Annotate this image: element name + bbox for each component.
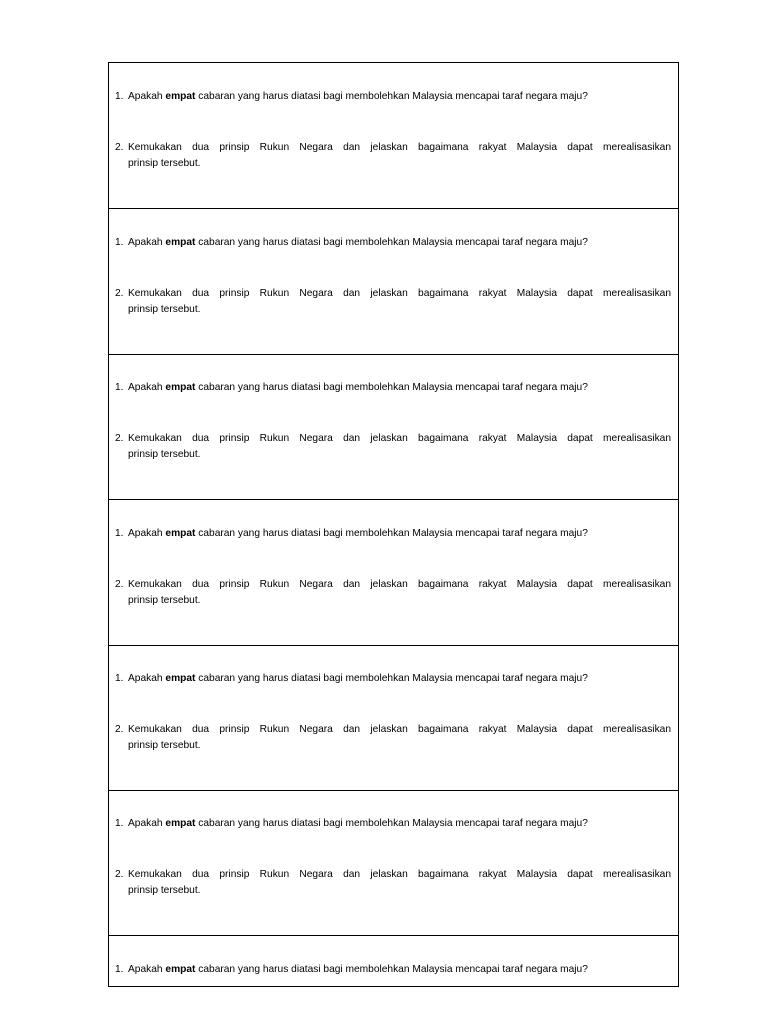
question-card (109, 63, 678, 209)
question-text: Apakah empat cabaran yang harus diatasi bagi membolehkan Malaysia mencapai taraf negara maju? (128, 818, 588, 829)
question-text: Apakah empat cabaran yang harus diatasi bagi membolehkan Malaysia mencapai taraf negara maju? (128, 382, 588, 393)
question-number: 1. (115, 528, 124, 539)
question-card (109, 500, 678, 646)
question-1 (115, 671, 671, 687)
emphasis-word: empat (165, 382, 196, 393)
question-number: 2. (115, 142, 124, 153)
question-1 (115, 962, 671, 978)
emphasis-word: empat (165, 528, 196, 539)
question-text: Kemukakan dua prinsip Rukun Negara dan jelaskan bagaimana rakyat Malaysia dapat merealisasikan prinsip tersebut. (128, 724, 671, 751)
question-1 (115, 526, 671, 542)
question-card (109, 354, 678, 500)
question-text: Kemukakan dua prinsip Rukun Negara dan jelaskan bagaimana rakyat Malaysia dapat merealisasikan prinsip tersebut. (128, 579, 671, 606)
question-text: Apakah empat cabaran yang harus diatasi bagi membolehkan Malaysia mencapai taraf negara maju? (128, 673, 588, 684)
question-text: Kemukakan dua prinsip Rukun Negara dan jelaskan bagaimana rakyat Malaysia dapat merealisasikan prinsip tersebut. (128, 869, 671, 896)
worksheet-table (108, 62, 679, 987)
question-number: 1. (115, 91, 124, 102)
emphasis-word: empat (165, 237, 196, 248)
question-text: Apakah empat cabaran yang harus diatasi bagi membolehkan Malaysia mencapai taraf negara maju? (128, 237, 588, 248)
question-number: 2. (115, 724, 124, 735)
question-text: Apakah empat cabaran yang harus diatasi bagi membolehkan Malaysia mencapai taraf negara maju? (128, 964, 588, 975)
question-number: 1. (115, 382, 124, 393)
question-card (109, 645, 678, 791)
question-2 (115, 722, 671, 754)
question-1 (115, 89, 671, 105)
question-number: 2. (115, 433, 124, 444)
question-number: 1. (115, 673, 124, 684)
question-number: 1. (115, 237, 124, 248)
question-text: Kemukakan dua prinsip Rukun Negara dan jelaskan bagaimana rakyat Malaysia dapat merealisasikan prinsip tersebut. (128, 433, 671, 460)
question-2 (115, 577, 671, 609)
question-number: 2. (115, 288, 124, 299)
question-number: 1. (115, 964, 124, 975)
question-2 (115, 867, 671, 899)
question-text: Kemukakan dua prinsip Rukun Negara dan jelaskan bagaimana rakyat Malaysia dapat merealisasikan prinsip tersebut. (128, 288, 671, 315)
emphasis-word: empat (165, 91, 196, 102)
question-2 (115, 140, 671, 172)
question-number: 1. (115, 818, 124, 829)
emphasis-word: empat (165, 673, 196, 684)
question-card (109, 936, 678, 988)
question-2 (115, 286, 671, 318)
emphasis-word: empat (165, 818, 196, 829)
emphasis-word: empat (165, 964, 196, 975)
question-1 (115, 816, 671, 832)
question-text: Apakah empat cabaran yang harus diatasi bagi membolehkan Malaysia mencapai taraf negara maju? (128, 91, 588, 102)
question-text: Kemukakan dua prinsip Rukun Negara dan jelaskan bagaimana rakyat Malaysia dapat merealisasikan prinsip tersebut. (128, 142, 671, 169)
question-card (109, 790, 678, 936)
question-1 (115, 380, 671, 396)
question-number: 2. (115, 579, 124, 590)
question-1 (115, 235, 671, 251)
question-card (109, 209, 678, 355)
question-number: 2. (115, 869, 124, 880)
question-text: Apakah empat cabaran yang harus diatasi bagi membolehkan Malaysia mencapai taraf negara maju? (128, 528, 588, 539)
question-2 (115, 431, 671, 463)
